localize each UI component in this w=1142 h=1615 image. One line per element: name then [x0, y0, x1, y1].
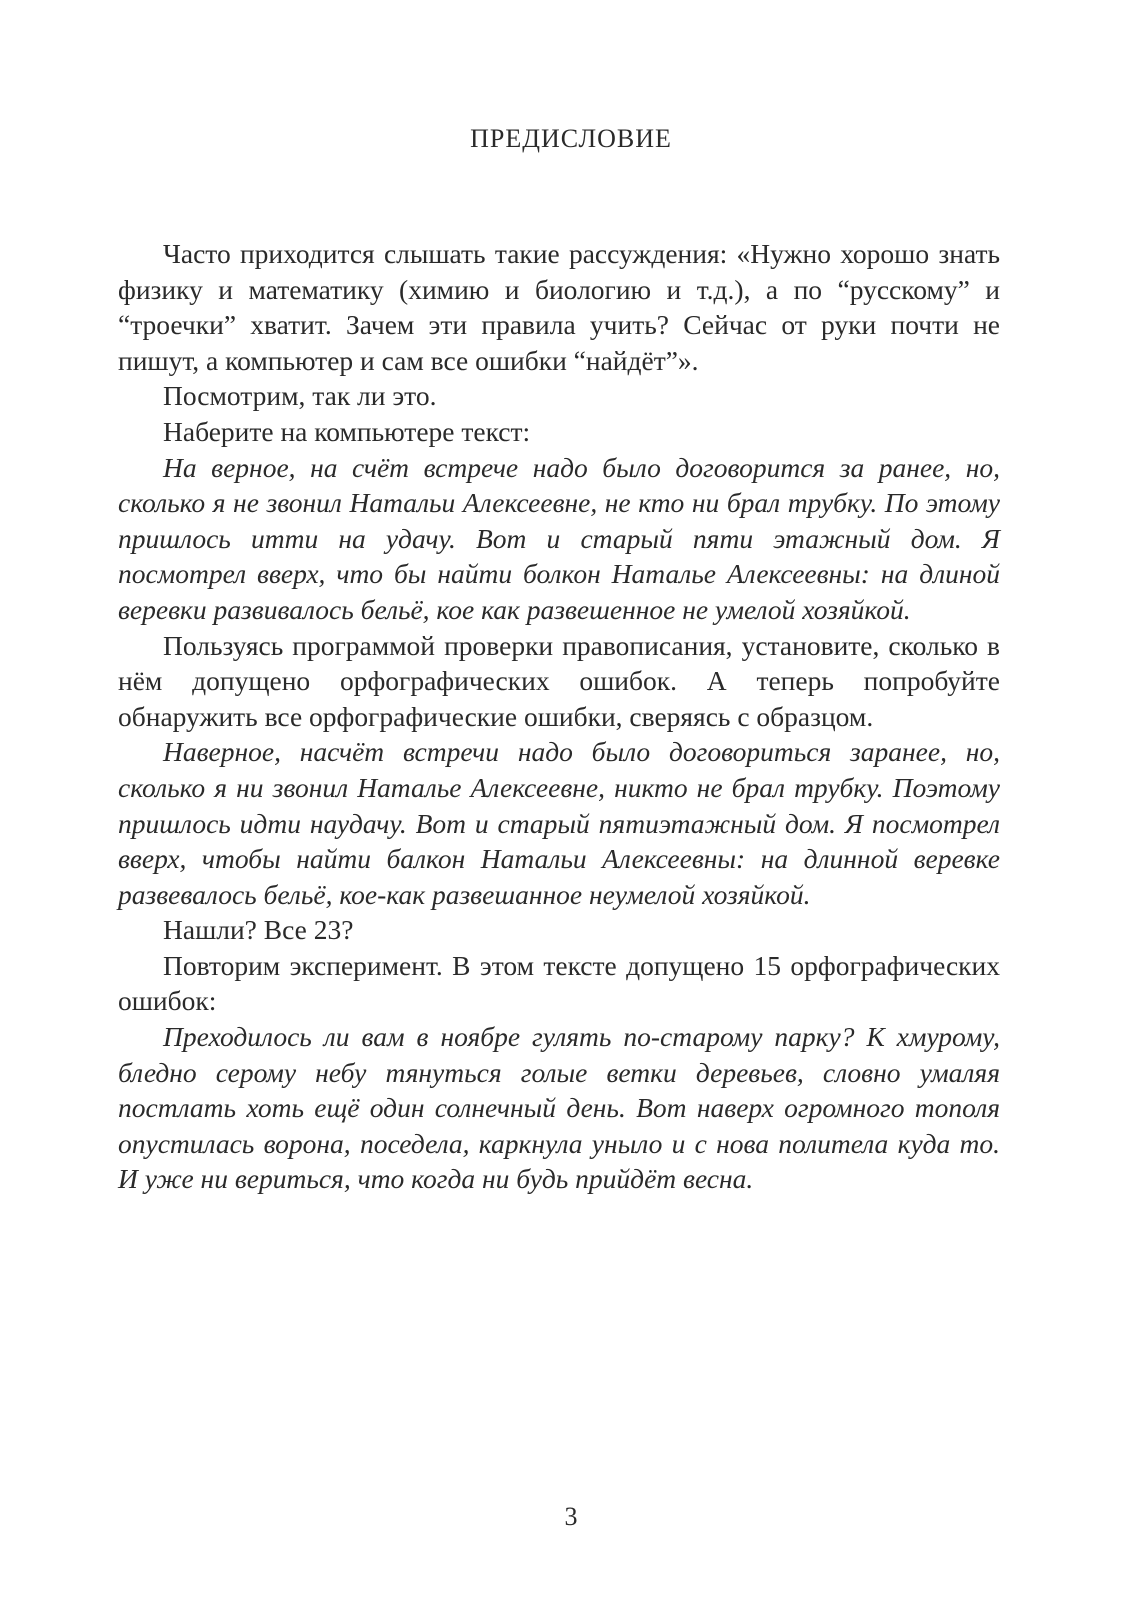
paragraph-intro: Часто приходится слышать такие рассуждения: «Нужно хорошо знать физику и математику (химию и биологию и т.д.), а по “русскому” и “троечки” хватит. Зачем эти правила учить? Сейчас от руки почти не пишут, а компьютер и сам все ошибки “найдёт”». — [118, 238, 1000, 376]
paragraph-question: Нашли? Все 23? — [163, 914, 354, 946]
paragraph-sample-text: Наверное, насчёт встречи надо было договориться заранее, но, сколько я ни звонил Наталье Алексеевне, никто не брал трубку. Поэтому пришлось идти наудачу. Вот и старый пятиэтажный дом. Я посмотрел вверх, чтобы найти балкон Натальи Алексеевны: на длинной веревке развевалось бельё, кое-как развешанное неумелой хозяйкой. — [118, 736, 1000, 910]
paragraph-spellcheck: Пользуясь программой проверки правописания, установите, сколько в нём допущено орфографических ошибок. А теперь попробуйте обнаружить все орфографические ошибки, сверяясь с образцом. — [118, 629, 1000, 732]
paragraph-erroneous-text-2: Преходилось ли вам в ноябре гулять по-старому парку? К хмурому, бледно серому небу тянуться голые ветки деревьев, словно умаляя постлать хоть ещё один солнечный день. Вот наверх огромного тополя опустилась ворона, поседела, каркнула уныло и с нова политела куда то. И уже ни вериться, что когда ни будь прийдёт весна. — [118, 1021, 1000, 1195]
paragraph-check: Посмотрим, так ли это. — [163, 380, 437, 412]
body-text — [118, 236, 1000, 1197]
page-title: ПРЕДИСЛОВИЕ — [470, 124, 672, 153]
page-number: 3 — [564, 1502, 578, 1531]
paragraph-repeat: Повторим эксперимент. В этом тексте допущено 15 орфографических ошибок: — [118, 949, 1000, 1017]
paragraph-instruction: Наберите на компьютере текст: — [163, 415, 531, 447]
paragraph-erroneous-text-1: На верное, на счёт встрече надо было договорится за ранее, но, сколько я не звонил Натальи Алексеевне, не кто ни брал трубку. По этому пришлось итти на удачу. Вот и старый пяти этажный дом. Я посмотрел вверх, что бы найти болкон Наталье Алексеевны: на длиной веревки развивалось бельё, кое как развешенное не умелой хозяйкой. — [118, 451, 1000, 625]
